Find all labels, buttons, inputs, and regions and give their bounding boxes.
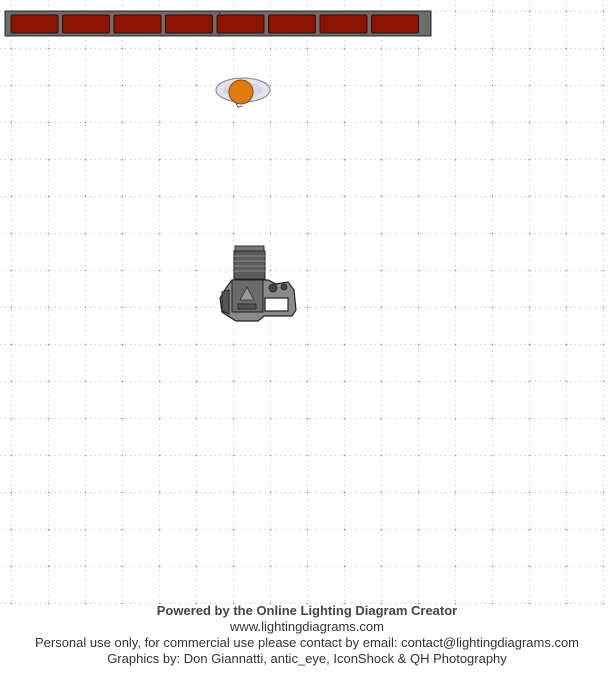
light-source[interactable] [216, 78, 270, 107]
grid-dot [122, 418, 124, 420]
grid-dot [307, 381, 309, 383]
grid-dot [344, 344, 346, 346]
grid-dot [566, 196, 568, 198]
grid-dot [196, 233, 198, 235]
grid-dot [270, 418, 272, 420]
grid-dot [270, 492, 272, 494]
grid-dot [11, 418, 13, 420]
grid-dot [11, 233, 13, 235]
grid-dot [381, 344, 383, 346]
grid-dot [603, 196, 605, 198]
grid-dot [455, 11, 457, 13]
background-panel[interactable] [5, 11, 431, 36]
footer [0, 603, 614, 667]
grid-dot [307, 529, 309, 531]
grid-dot [566, 270, 568, 272]
grid-dot [307, 455, 309, 457]
grid-dot [418, 122, 420, 124]
grid-dot [307, 85, 309, 87]
grid-dot [48, 159, 50, 161]
grid-dot [381, 418, 383, 420]
grid-dot [381, 233, 383, 235]
grid-dot [233, 529, 235, 531]
grid-dot [159, 492, 161, 494]
grid-dot [492, 122, 494, 124]
footer-usage-notice: Personal use only, for commercial use please contact by email: contact@lightingdiagrams.com [34, 635, 580, 650]
grid-dot [529, 159, 531, 161]
grid-dot [455, 196, 457, 198]
grid-dot [566, 307, 568, 309]
grid-dot [381, 122, 383, 124]
grid-dot [344, 85, 346, 87]
grid-dot [381, 529, 383, 531]
grid-dot [455, 492, 457, 494]
grid-dot [418, 344, 420, 346]
background-panel-block [114, 15, 161, 33]
grid-dot [529, 48, 531, 50]
grid-dot [307, 159, 309, 161]
grid-dot [344, 48, 346, 50]
grid-dot [196, 307, 198, 309]
grid-dot [455, 122, 457, 124]
grid-dot [529, 566, 531, 568]
camera[interactable] [220, 246, 296, 321]
grid-dot [381, 455, 383, 457]
grid-dot [233, 492, 235, 494]
grid-dot [233, 566, 235, 568]
grid-dot [85, 48, 87, 50]
grid-dot [85, 344, 87, 346]
grid-dot [603, 307, 605, 309]
grid-dot [381, 307, 383, 309]
grid-dot [418, 233, 420, 235]
grid-dot [529, 344, 531, 346]
grid-dot [48, 270, 50, 272]
grid-dot [270, 159, 272, 161]
grid-dot [381, 48, 383, 50]
grid-dot [11, 122, 13, 124]
grid-dot [455, 233, 457, 235]
grid-dot [492, 196, 494, 198]
grid-dot [492, 85, 494, 87]
grid-dot [455, 381, 457, 383]
grid-dot [603, 11, 605, 13]
grid-dot [159, 122, 161, 124]
grid-dot [159, 418, 161, 420]
grid-dot [307, 270, 309, 272]
grid-dot [381, 159, 383, 161]
grid-dot [233, 381, 235, 383]
grid-dot [566, 455, 568, 457]
grid-dot [196, 159, 198, 161]
grid-dot [122, 529, 124, 531]
grid-dot [344, 381, 346, 383]
background-panel-block [11, 15, 58, 33]
grid-dot [418, 159, 420, 161]
grid-dot [307, 344, 309, 346]
grid-dot [196, 492, 198, 494]
grid-dot [11, 455, 13, 457]
grid-dot [196, 48, 198, 50]
grid-dot [11, 270, 13, 272]
grid-dot [492, 418, 494, 420]
grid-dot [196, 270, 198, 272]
footer-website[interactable]: www.lightingdiagrams.com [230, 619, 384, 634]
grid-dot [270, 85, 272, 87]
grid-dot [48, 344, 50, 346]
grid-dot [270, 566, 272, 568]
grid-dot [418, 455, 420, 457]
footer-graphics-credits: Graphics by: Don Giannatti, antic_eye, IconShock & QH Photography [107, 651, 507, 666]
grid-dot [492, 492, 494, 494]
grid-dot [233, 159, 235, 161]
grid-dot [11, 196, 13, 198]
grid-dot [11, 85, 13, 87]
grid-dot [381, 85, 383, 87]
grid-dot [344, 492, 346, 494]
grid-dot [455, 418, 457, 420]
grid-dot [196, 418, 198, 420]
grid-dot [529, 11, 531, 13]
grid-dot [455, 48, 457, 50]
grid-dot [381, 492, 383, 494]
background-panel-block [166, 15, 213, 33]
grid-dot [529, 455, 531, 457]
grid-dot [159, 196, 161, 198]
grid-dot [603, 85, 605, 87]
grid-dot [85, 529, 87, 531]
grid-dot [11, 48, 13, 50]
grid-dot [48, 418, 50, 420]
grid-dot [307, 492, 309, 494]
grid-dot [603, 344, 605, 346]
grid-dot [381, 566, 383, 568]
grid-dot [418, 566, 420, 568]
grid-dot [85, 307, 87, 309]
grid-dot [196, 85, 198, 87]
grid-dot [48, 492, 50, 494]
grid-dot [344, 233, 346, 235]
grid-dot [344, 270, 346, 272]
grid-dot [122, 566, 124, 568]
grid-dot [122, 270, 124, 272]
grid-dot [270, 344, 272, 346]
grid-dot [307, 196, 309, 198]
footer-powered-by: Powered by the Online Lighting Diagram Creator [156, 603, 458, 618]
grid-dot [159, 455, 161, 457]
grid-dot [566, 85, 568, 87]
grid-dot [492, 11, 494, 13]
grid-dot [344, 196, 346, 198]
grid-dot [344, 159, 346, 161]
grid-dot [85, 233, 87, 235]
grid-dot [566, 11, 568, 13]
grid-dot [159, 381, 161, 383]
grid-dot [529, 529, 531, 531]
grid-dot [122, 85, 124, 87]
grid-dot [233, 455, 235, 457]
grid-dot [196, 529, 198, 531]
grid-dot [418, 492, 420, 494]
grid-dot [418, 196, 420, 198]
grid-dot [418, 307, 420, 309]
grid-dot [122, 307, 124, 309]
grid-dot [11, 381, 13, 383]
grid-dot [270, 381, 272, 383]
grid-dot [196, 381, 198, 383]
grid-dot [48, 307, 50, 309]
grid-dot [603, 233, 605, 235]
grid-dot [603, 48, 605, 50]
grid-dot [529, 270, 531, 272]
grid-dot [233, 344, 235, 346]
grid-dot [566, 492, 568, 494]
grid-dot [85, 492, 87, 494]
grid-dot [11, 344, 13, 346]
grid-dot [566, 381, 568, 383]
grid-dot [48, 48, 50, 50]
grid-dot [233, 48, 235, 50]
grid-dot [492, 529, 494, 531]
grid-dot [603, 418, 605, 420]
background-panel-block [63, 15, 110, 33]
grid-dot [11, 529, 13, 531]
grid-dot [344, 455, 346, 457]
grid-dot [48, 122, 50, 124]
grid-dot [159, 344, 161, 346]
grid-dot [307, 566, 309, 568]
grid-dot [418, 529, 420, 531]
grid-dot [381, 381, 383, 383]
grid-dot [566, 529, 568, 531]
grid-dot [492, 307, 494, 309]
grid-dot [233, 122, 235, 124]
grid-dot [566, 344, 568, 346]
grid-dot [48, 529, 50, 531]
grid-dot [159, 48, 161, 50]
grid-dot [11, 566, 13, 568]
grid-dot [492, 381, 494, 383]
grid-dot [492, 233, 494, 235]
grid-dot [344, 566, 346, 568]
grid-dot [159, 85, 161, 87]
grid-dot [122, 344, 124, 346]
grid-dot [603, 455, 605, 457]
grid-dot [455, 455, 457, 457]
grid-dot [122, 381, 124, 383]
grid-dot [159, 270, 161, 272]
grid-dot [122, 196, 124, 198]
grid-dot [566, 48, 568, 50]
grid-dot [603, 566, 605, 568]
grid-dot [270, 455, 272, 457]
grid-dot [85, 381, 87, 383]
grid-dot [85, 270, 87, 272]
background-panel-block [320, 15, 367, 33]
grid-dot [85, 418, 87, 420]
grid-dot [48, 455, 50, 457]
grid-dot [270, 122, 272, 124]
grid-dot [48, 233, 50, 235]
grid-dot [159, 159, 161, 161]
grid-dot [196, 344, 198, 346]
grid-dot [418, 48, 420, 50]
grid-dot [381, 196, 383, 198]
grid-dot [344, 307, 346, 309]
grid-dot [85, 159, 87, 161]
grid-dot [455, 344, 457, 346]
grid-dot [492, 48, 494, 50]
grid-dot [233, 196, 235, 198]
grid-dot [418, 381, 420, 383]
grid-dot [196, 566, 198, 568]
grid-dot [492, 344, 494, 346]
grid-dot [529, 381, 531, 383]
grid-dot [85, 85, 87, 87]
grid-dot [603, 122, 605, 124]
grid-dot [122, 122, 124, 124]
grid-dot [529, 492, 531, 494]
grid-dot [270, 233, 272, 235]
grid-dot [307, 418, 309, 420]
grid-dot [529, 196, 531, 198]
grid-dot [270, 270, 272, 272]
grid-dot [122, 48, 124, 50]
grid-dot [307, 48, 309, 50]
grid-dot [270, 529, 272, 531]
grid-dot [603, 492, 605, 494]
grid-dot [122, 159, 124, 161]
grid-dot [122, 455, 124, 457]
grid-dot [85, 455, 87, 457]
background-panel-block [269, 15, 316, 33]
grid-dot [159, 233, 161, 235]
grid-dot [492, 159, 494, 161]
grid-dot [344, 418, 346, 420]
grid-dot [307, 122, 309, 124]
grid-dot [48, 196, 50, 198]
grid-dot [455, 270, 457, 272]
grid-dot [11, 307, 13, 309]
grid-dot [122, 233, 124, 235]
grid-dot [122, 492, 124, 494]
grid-dot [48, 85, 50, 87]
background-panel-block [217, 15, 264, 33]
grid-dot [48, 566, 50, 568]
grid-dot [455, 307, 457, 309]
grid-dot [307, 233, 309, 235]
grid-dot [307, 307, 309, 309]
grid-dot [492, 566, 494, 568]
grid-dot [566, 159, 568, 161]
grid-dot [529, 307, 531, 309]
grid-dot [529, 233, 531, 235]
grid-dot [529, 122, 531, 124]
grid-dot [603, 381, 605, 383]
grid-dot [344, 529, 346, 531]
grid-dot [566, 122, 568, 124]
grid-dot [529, 85, 531, 87]
grid-dot [196, 122, 198, 124]
grid-dot [11, 492, 13, 494]
grid-dot [85, 122, 87, 124]
grid-dot [455, 85, 457, 87]
grid-dot [418, 270, 420, 272]
grid-dot [566, 566, 568, 568]
grid-dot [529, 418, 531, 420]
grid-dot [603, 270, 605, 272]
grid-dot [233, 233, 235, 235]
grid-dot [566, 418, 568, 420]
grid-dot [381, 270, 383, 272]
grid-dot [603, 159, 605, 161]
grid-dot [492, 270, 494, 272]
grid-dot [233, 418, 235, 420]
grid-dot [455, 566, 457, 568]
grid-dot [159, 529, 161, 531]
grid-dot [603, 529, 605, 531]
background-panel-block [372, 15, 419, 33]
grid-dot [85, 566, 87, 568]
grid-dot [418, 85, 420, 87]
grid-dot [48, 381, 50, 383]
grid-dot [159, 307, 161, 309]
grid-dot [270, 196, 272, 198]
grid-dot [492, 455, 494, 457]
grid-dot [455, 159, 457, 161]
grid-dot [566, 233, 568, 235]
grid-dot [196, 196, 198, 198]
grid-dot [85, 196, 87, 198]
grid-dot [196, 455, 198, 457]
grid-dot [270, 48, 272, 50]
grid-dot [159, 566, 161, 568]
grid-dot [11, 159, 13, 161]
grid-dot [455, 529, 457, 531]
grid-dot [344, 122, 346, 124]
grid-dot [418, 418, 420, 420]
